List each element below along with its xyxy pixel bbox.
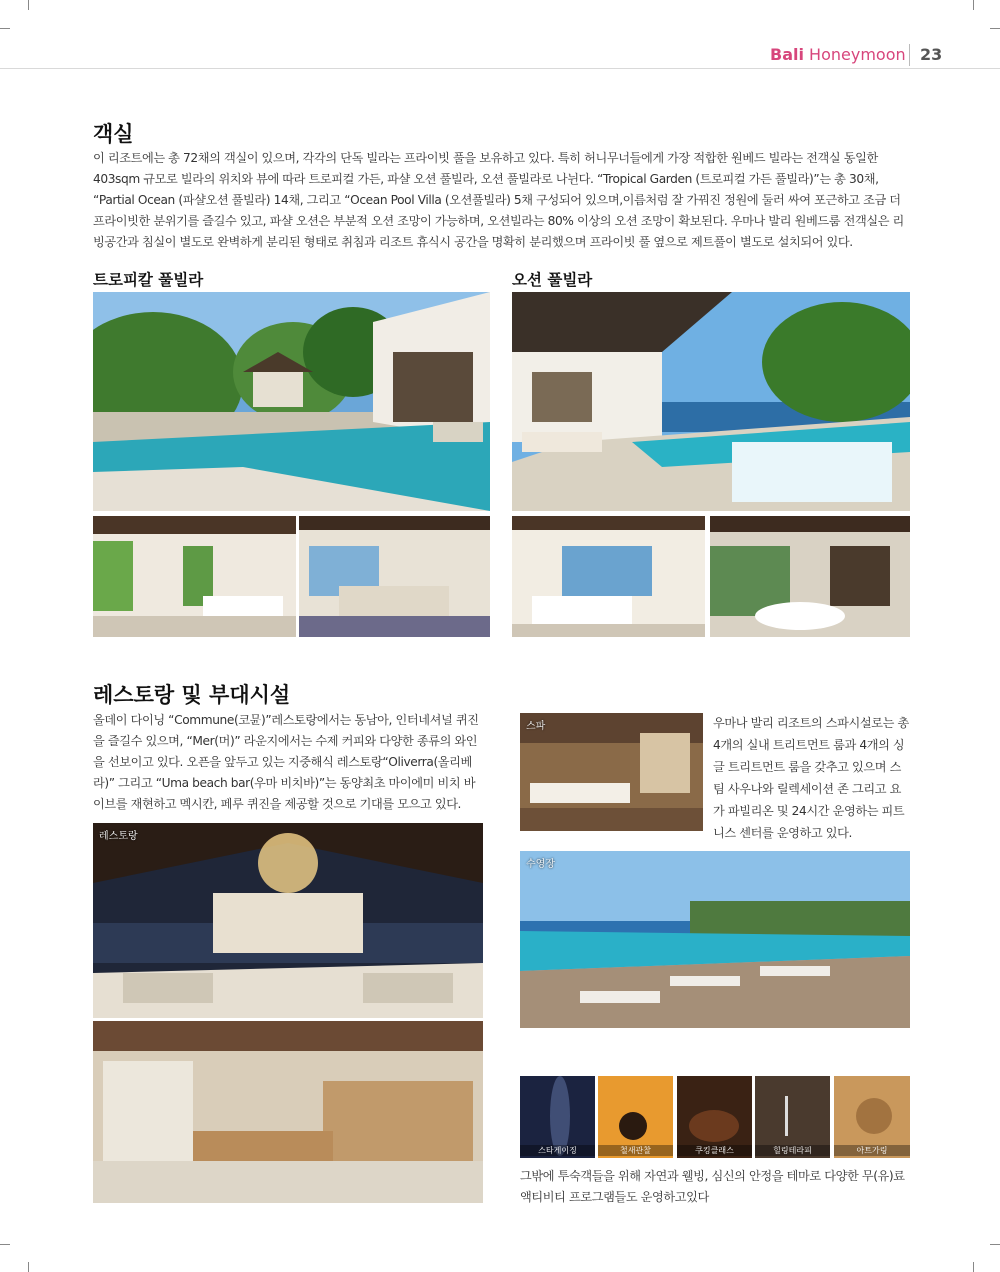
activity-label: 아트가링 (834, 1145, 910, 1156)
spa-paragraph: 우마나 발리 리조트의 스파시설로는 총 4개의 실내 트리트먼트 룸과 4개의 싱글 트리트먼트 룸을 갖추고 있으며 스팀 사우나와 릴렉세이션 존 그리고 요가 파빌리온 및 24시간 운영하는 피트니스 센터를 운영하고 있다. (713, 716, 909, 840)
ocean-villa-title: 오션 풀빌라 (512, 271, 593, 289)
stargazing-photo (520, 1076, 595, 1158)
rooms-paragraph: 이 리조트에는 총 72채의 객실이 있으며, 각각의 단독 빌라는 프라이빗 풀을 보유하고 있다. 특히 허니무너들에게 가장 적합한 원베드 빌라는 전객실 동일한 403sqm 규모로 빌라의 위치와 뷰에 따라 트로피컬 가든, 파샬 오션 풀빌라, 오션 풀빌라로 나뉜다. “Tropical Garden (트로피컬 가든 풀빌라)”는 총 30채, “Partial Ocean (파샬오션 풀빌라) 14채, 그리고 “Ocean Pool Villa (오션풀빌라) 5채 구성되어 있으며,이름처럼 잘 가꿔진 정원에 둘러 싸여 포근하고 조금 더 프라이빗한 분위기를 즐길수 있고, 파샬 오션은 부분적 오션 조망이 가능하며, 오션빌라는 80% 이상의 오션 조망이 확보된다. 우마나 발리 원베드룸 전객실은 리빙공간과 침실이 별도로 완벽하게 분리된 형태로 취침과 리조트 휴식시 공간을 명확히 분리했으며 프라이빗 풀 옆으로 제트풀이 별도로 설치되어 있다. (93, 151, 904, 249)
crop-mark (973, 0, 974, 10)
crop-mark (990, 1244, 1000, 1245)
ocean-villa-photo (512, 292, 910, 511)
tropical-living-photo (299, 516, 490, 637)
spa-tag: 스파 (526, 721, 546, 732)
birdwatching-photo (598, 1076, 673, 1158)
dining-paragraph: 올데이 다이닝 “Commune(코뮨)”레스토랑에서는 동남아, 인터네셔널 퀴진을 즐길수 있으며, “Mer(머)” 라운지에서는 수제 커피와 다양한 종류의 와인을 선보이고 있다. 오픈을 앞두고 있는 지중해식 레스토랑“Oliverra(올리베라)” 그리고 “Uma beach bar(우마 비치바)”는 동양최초 마이에미 비치 바이브를 재현하고 멕시칸, 페루 퀴진을 제공할 것으로 기대를 모으고 있다. (93, 713, 479, 811)
activity-paragraph: 그밖에 투숙객들을 위해 자연과 웰빙, 심신의 안정을 테마로 다양한 무(유)료 액티비티 프로그램들도 운영하고있다 (520, 1169, 905, 1204)
crop-mark (28, 1262, 29, 1272)
tropical-bedroom-photo (93, 516, 296, 637)
art-class-photo (834, 1076, 910, 1158)
activity-label: 쿠킹클래스 (677, 1145, 752, 1156)
header-divider (909, 44, 910, 66)
tropical-villa-photo (93, 292, 490, 511)
crop-mark (990, 28, 1000, 29)
activity-label: 철새관찰 (598, 1145, 673, 1156)
restaurant-photo (93, 823, 483, 1018)
tropical-villa-title: 트로피칼 풀빌라 (93, 271, 204, 289)
header-rule (0, 68, 1000, 69)
crop-mark (28, 0, 29, 10)
ocean-bathroom-photo (710, 516, 910, 637)
spa-photo (520, 713, 703, 831)
crop-mark (0, 1244, 10, 1245)
brand-title (770, 45, 906, 64)
brand-rest: Honeymoon (803, 45, 906, 64)
activity-label: 힐링테라피 (755, 1145, 830, 1156)
crop-mark (973, 1262, 974, 1272)
page-number: 23 (920, 45, 943, 64)
facilities-heading: 레스토랑 및 부대시설 (93, 683, 291, 707)
ocean-bedroom-photo (512, 516, 705, 637)
brand-bold: Bali (770, 45, 804, 64)
rooms-heading: 객실 (93, 122, 134, 146)
activity-label: 스타게이징 (520, 1145, 595, 1156)
cooking-class-photo (677, 1076, 752, 1158)
buffet-photo (93, 1021, 483, 1203)
restaurant-tag: 레스토랑 (99, 831, 138, 842)
crop-mark (0, 28, 10, 29)
pool-tag: 수영장 (526, 859, 555, 870)
healing-therapy-photo (755, 1076, 830, 1158)
pool-photo (520, 851, 910, 1028)
